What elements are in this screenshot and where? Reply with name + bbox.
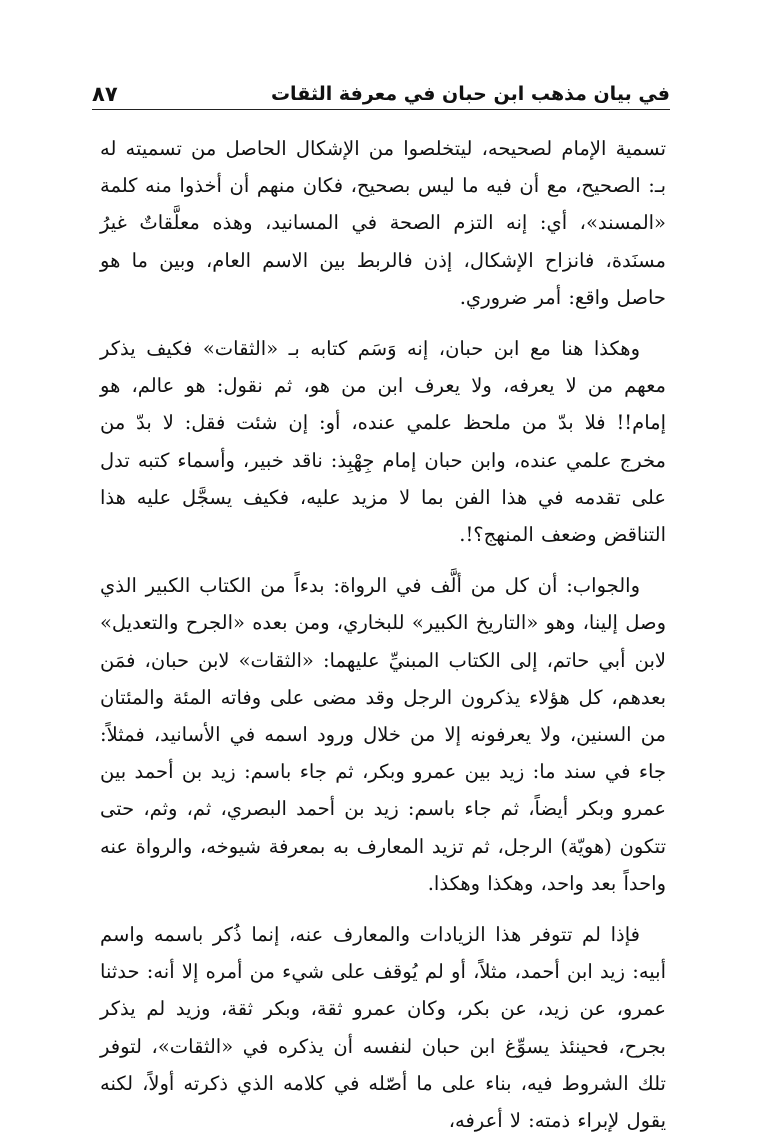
paragraph: والجواب: أن كل من ألَّف في الرواة: بدءاً من الكتاب الكبير الذي وصل إلينا، وهو «التاريخ الكبير» للبخاري، ومن بعده «الجرح والتعديل» لابن أبي حاتم، إلى الكتاب المبنيِّ عليهما: «الثقات» لابن حبان، فمَن بعدهم، كل هؤلاء يذكرون الرجل وقد مضى على وفاته المئة والمئتان من السنين، ولا يعرفونه إلا من خلال ورود اسمه في الأسانيد، فمثلاً: جاء في سند ما: زيد بين عمرو وبكر، ثم جاء باسم: زيد بن أحمد بين عمرو وبكر أيضاً، ثم جاء باسم: زيد بن أحمد البصري، ثم، وثم، حتى تتكون (هويّة) الرجل، ثم تزيد المعارف به بمعرفة شيوخه، والرواة عنه واحداً بعد واحد، وهكذا وهكذا. (100, 574, 666, 895)
paragraph: تسمية الإمام لصحيحه، ليتخلصوا من الإشكال الحاصل من تسميته له بـ: الصحيح، مع أن فيه ما ليس بصحيح، فكان منهم أن أخذوا منه كلمة «المسند»، أي: إنه التزم الصحة في المسانيد، وهذه معلَّقاتٌ غيرُ مسنَدة، فانزاح الإشكال، إذن فالربط بين الاسم العام، وبين ما هو حاصل واقع: أمر ضروري. (100, 137, 666, 309)
page-body (100, 130, 666, 1139)
paragraph-spacer (100, 902, 666, 916)
header-divider (92, 109, 670, 110)
paragraph: وهكذا هنا مع ابن حبان، إنه وَسَم كتابه بـ «الثقات» فكيف يذكر معهم من لا يعرفه، ولا يعرف ابن من هو، ثم نقول: هو عالم، هو إمام!! فلا بدّ من ملحظ علمي عنده، أو: إن شئت فقل: لا بدّ من مخرج علمي عنده، وابن حبان إمام جِهْبِذ: ناقد خبير، وأسماء كتبه تدل على تقدمه في هذا الفن بما لا مزيد عليه، فكيف يسجَّل عليه هذا التناقض وضعف المنهج؟!. (100, 337, 666, 547)
running-title: في بيان مذهب ابن حبان في معرفة الثقات (270, 83, 670, 105)
page-number: ٨٧ (92, 82, 118, 106)
running-header (92, 72, 670, 106)
paragraph-spacer (100, 316, 666, 330)
paragraph: فإذا لم تتوفر هذا الزيادات والمعارف عنه، إنما ذُكر باسمه واسم أبيه: زيد ابن أحمد، مثلاً، أو لم يُوقف على شيء من أمره إلا أنه: حدثنا عمرو، عن زيد، عن بكر، وكان عمرو ثقة، وبكر ثقة، وزيد لم يذكر بجرح، فحينئذ يسوِّغ ابن حبان لنفسه أن يذكره في «الثقات»، لتوفر تلك الشروط فيه، بناء على ما أصّله في كلامه الذي ذكرته أولاً، لكنه يقول لإبراء ذمته: لا أعرفه، (100, 923, 666, 1133)
paragraph-spacer (100, 553, 666, 567)
